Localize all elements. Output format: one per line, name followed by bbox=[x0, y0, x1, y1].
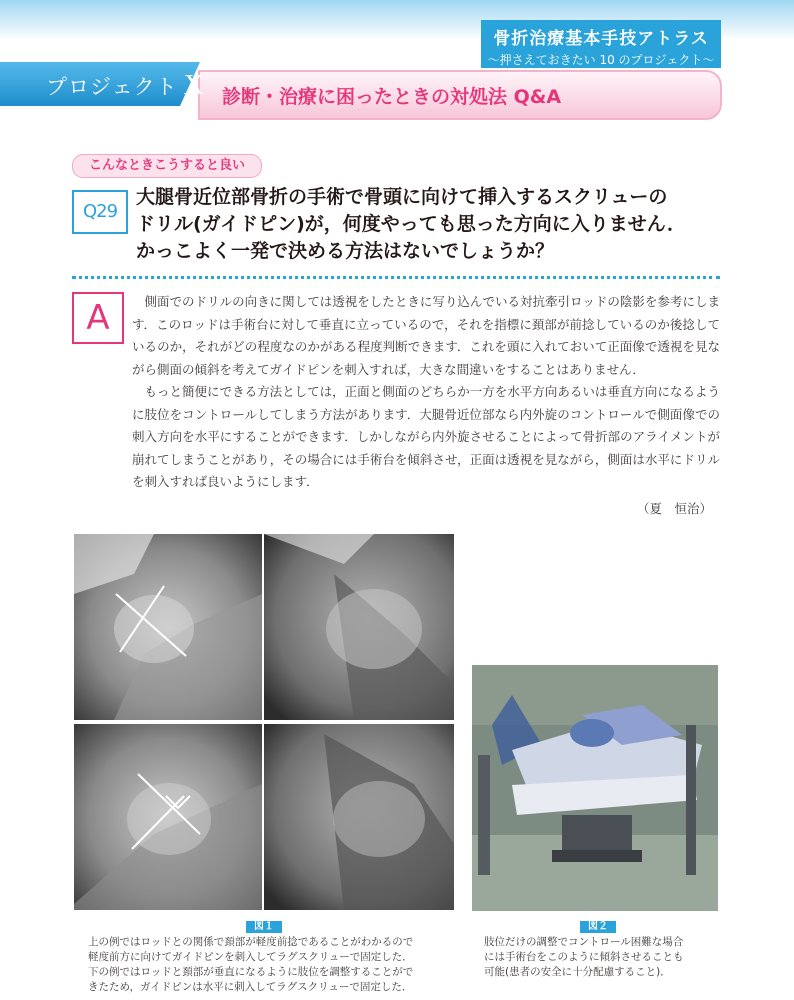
series-title-box bbox=[481, 20, 721, 68]
operating-table-photo bbox=[472, 665, 718, 911]
question-line: かっこよく一発で決める方法はないでしょうか？ bbox=[136, 240, 555, 262]
caption-line: 上の例ではロッドとの関係で頚部が軽度前捻であることがわかるので bbox=[88, 936, 414, 948]
caption-line: きたため，ガイドピンは水平に刺入してラグスクリューで固定した． bbox=[88, 981, 413, 993]
caption-line: 可能(患者の安全に十分配慮すること)． bbox=[484, 966, 671, 978]
question-text bbox=[136, 184, 736, 265]
figure-1-xray bbox=[74, 534, 454, 910]
answer-badge: A bbox=[72, 292, 124, 344]
caption-line: には手術台をこのように傾斜させることも bbox=[484, 951, 684, 963]
caption-line: 下の例ではロッドと頚部が垂直になるように肢位を調整することがで bbox=[88, 966, 414, 978]
answer-paragraph: 側面でのドリルの向きに関しては透視をしたときに写り込んでいる対抗牽引ロッドの陰影を参考にします．このロッドは手術台に対して垂直に立っているので，それを指標に頚部が前捻しているのか後捻しているのか，それがどの程度なのかがある程度判断できます．これを頭に入れておいて正面像で透視を見ながら側面の傾斜を考えてガイドピンを刺入すれば，大きな間違いをすることはありません． bbox=[132, 294, 720, 377]
question-line: ドリル(ガイドピン)が，何度やっても思った方向に入りません． bbox=[136, 213, 686, 235]
answer-body bbox=[132, 291, 720, 494]
answer-author: （夏 恒治） bbox=[636, 501, 712, 516]
answer-paragraph: もっと簡便にできる方法としては，正面と側面のどちらか一方を水平方向あるいは垂直方向になるように肢位をコントロールしてしまう方法があります．大腿骨近位部なら内外旋のコントロールで側面像での刺入方向を水平にすることができます．しかしながら内外旋させることによって骨折部のアライメントが崩れてしまうことがあり，その場合には手術台を傾斜させ，正面は透視を見ながら，側面は水平にドリルを刺入すれば良いようにします． bbox=[132, 384, 720, 489]
figure-1-caption bbox=[88, 935, 458, 995]
question-number-badge: Q29 bbox=[72, 190, 128, 234]
dotted-divider bbox=[72, 276, 720, 279]
question-category: こんなときこうすると良い bbox=[72, 154, 262, 178]
caption-line: 軽度前方に向けてガイドピンを刺入してラグスクリューで固定した． bbox=[88, 951, 413, 963]
figure-2-caption bbox=[484, 935, 720, 980]
figure-2-photo bbox=[472, 665, 718, 911]
section-title: 診断・治療に困ったときの対処法 Q&A bbox=[222, 86, 562, 108]
series-subtitle: ～押さえておきたい 10 のプロジェクト～ bbox=[487, 53, 715, 67]
figure-1-tag: 図１ bbox=[246, 921, 282, 933]
figure-2-tag: 図２ bbox=[580, 921, 616, 933]
series-title: 骨折治療基本手技アトラス bbox=[493, 29, 709, 49]
project-number: X bbox=[183, 70, 205, 101]
question-line: 大腿骨近位部骨折の手術で骨頭に向けて挿入するスクリューの bbox=[136, 186, 668, 208]
project-label-text: プロジェクト bbox=[46, 75, 178, 99]
caption-line: 肢位だけの調整でコントロール困難な場合 bbox=[484, 936, 684, 948]
xray-panels-image bbox=[74, 534, 454, 910]
project-label bbox=[46, 70, 205, 102]
